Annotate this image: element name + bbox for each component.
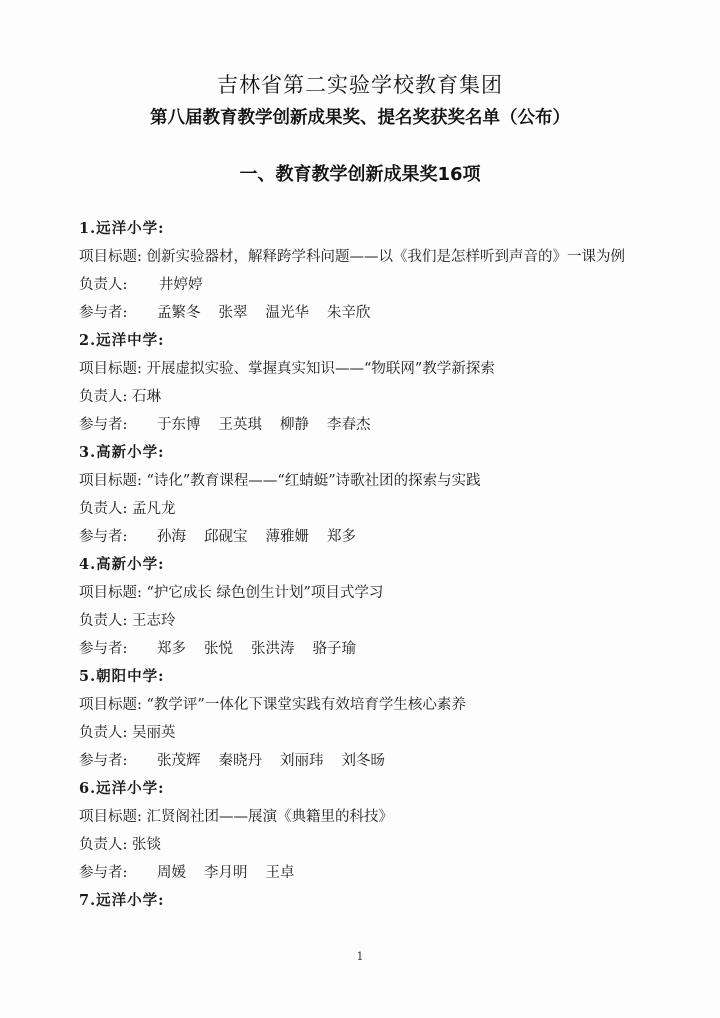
participants-label: 参与者:: [79, 417, 128, 433]
school-name: 1.远洋小学:: [79, 220, 165, 237]
award-entry: [79, 439, 669, 551]
school-name: 7.远洋小学:: [79, 892, 165, 909]
participants-line: [79, 523, 669, 551]
project-title-label: 项目标题:: [79, 249, 142, 265]
participant-name: 于东博: [157, 417, 201, 433]
participants-line: [79, 635, 669, 663]
project-title-label: 项目标题:: [79, 361, 142, 377]
project-title: “教学评”一体化下课堂实践有效培育学生核心素养: [146, 697, 466, 713]
participant-name: 孟繁冬: [157, 305, 201, 321]
participants-line: [79, 299, 669, 327]
leader-line: [79, 495, 669, 523]
participant-name: 周媛: [157, 865, 186, 881]
participant-name: 郑多: [157, 641, 186, 657]
leader-label: 负责人:: [79, 613, 128, 629]
school-name: 6.远洋小学:: [79, 780, 165, 797]
participant-name: 秦晓丹: [218, 753, 262, 769]
award-list: [79, 215, 669, 915]
participant-name: 王英琪: [218, 417, 262, 433]
school-name: 2.远洋中学:: [79, 332, 165, 349]
leader-name: 石琳: [132, 389, 161, 405]
leader-label: 负责人:: [79, 837, 128, 853]
leader-label: 负责人:: [79, 501, 128, 517]
participant-name: 邱砚宝: [204, 529, 248, 545]
participants-line: [79, 747, 669, 775]
project-title-label: 项目标题:: [79, 473, 142, 489]
leader-name: 张锬: [132, 837, 161, 853]
participants-label: 参与者:: [79, 305, 128, 321]
school-name: 5.朝阳中学:: [79, 668, 165, 685]
leader-line: [79, 831, 669, 859]
leader-name: 王志玲: [132, 613, 176, 629]
leader-label: 负责人:: [79, 277, 128, 293]
participant-name: 张翠: [218, 305, 248, 321]
leader-label: 负责人:: [79, 725, 128, 741]
school-name: 3.高新小学:: [79, 444, 165, 461]
participant-name: 温光华: [265, 305, 309, 321]
leader-line: [79, 383, 669, 411]
participant-name: 李月明: [204, 865, 248, 881]
participant-name: 张茂辉: [157, 753, 201, 769]
participants-line: [79, 411, 669, 439]
project-title-label: 项目标题:: [79, 585, 142, 601]
leader-label: 负责人:: [79, 389, 128, 405]
award-entry: [79, 663, 669, 775]
participant-name: 孙海: [157, 529, 186, 545]
award-entry: [79, 215, 669, 327]
page-number: 1: [356, 950, 364, 963]
project-title: “护它成长 绿色创生计划”项目式学习: [146, 585, 384, 601]
leader-line: [79, 719, 669, 747]
participant-name: 刘冬旸: [341, 753, 385, 769]
leader-line: [79, 271, 669, 299]
participants-line: [79, 859, 669, 887]
project-title-line: [79, 467, 669, 495]
participant-name: 王卓: [265, 865, 295, 881]
participant-name: 张悦: [204, 641, 233, 657]
participant-name: 薄雅姗: [265, 529, 309, 545]
project-title: 汇贤阁社团——展演《典籍里的科技》: [146, 809, 393, 825]
document-subtitle: 第八届教育教学创新成果奖、提名奖获奖名单（公布）: [150, 108, 570, 128]
school-name: 4.高新小学:: [79, 556, 165, 573]
participant-name: 骆子瑜: [312, 641, 356, 657]
participant-name: 张洪涛: [251, 641, 295, 657]
participant-name: 刘丽玮: [280, 753, 324, 769]
project-title-line: [79, 691, 669, 719]
project-title-line: [79, 803, 669, 831]
project-title: “诗化”教育课程——“红蜻蜓”诗歌社团的探索与实践: [146, 473, 481, 489]
project-title-label: 项目标题:: [79, 697, 142, 713]
leader-name: 孟凡龙: [132, 501, 176, 517]
participant-name: 朱辛欣: [327, 305, 371, 321]
project-title-line: [79, 355, 669, 383]
document-title: 吉林省第二实验学校教育集团: [217, 73, 503, 97]
leader-name: 井婷婷: [159, 277, 203, 293]
participants-label: 参与者:: [79, 753, 128, 769]
participant-name: 柳静: [280, 417, 309, 433]
participant-name: 郑多: [327, 529, 356, 545]
award-entry: [79, 775, 669, 887]
section-heading: 一、教育教学创新成果奖16项: [239, 164, 481, 185]
project-title-label: 项目标题:: [79, 809, 142, 825]
award-entry: [79, 551, 669, 663]
leader-name: 吴丽英: [132, 725, 176, 741]
participants-label: 参与者:: [79, 865, 128, 881]
award-entry: [79, 327, 669, 439]
participant-name: 李春杰: [327, 417, 371, 433]
leader-line: [79, 607, 669, 635]
participants-label: 参与者:: [79, 641, 128, 657]
project-title-line: [79, 243, 669, 271]
project-title: 开展虚拟实验、掌握真实知识——“物联网”教学新探索: [146, 361, 495, 377]
participants-label: 参与者:: [79, 529, 128, 545]
project-title: 创新实验器材，解释跨学科问题——以《我们是怎样听到声音的》一课为例: [146, 249, 625, 265]
award-entry: [79, 887, 669, 915]
project-title-line: [79, 579, 669, 607]
